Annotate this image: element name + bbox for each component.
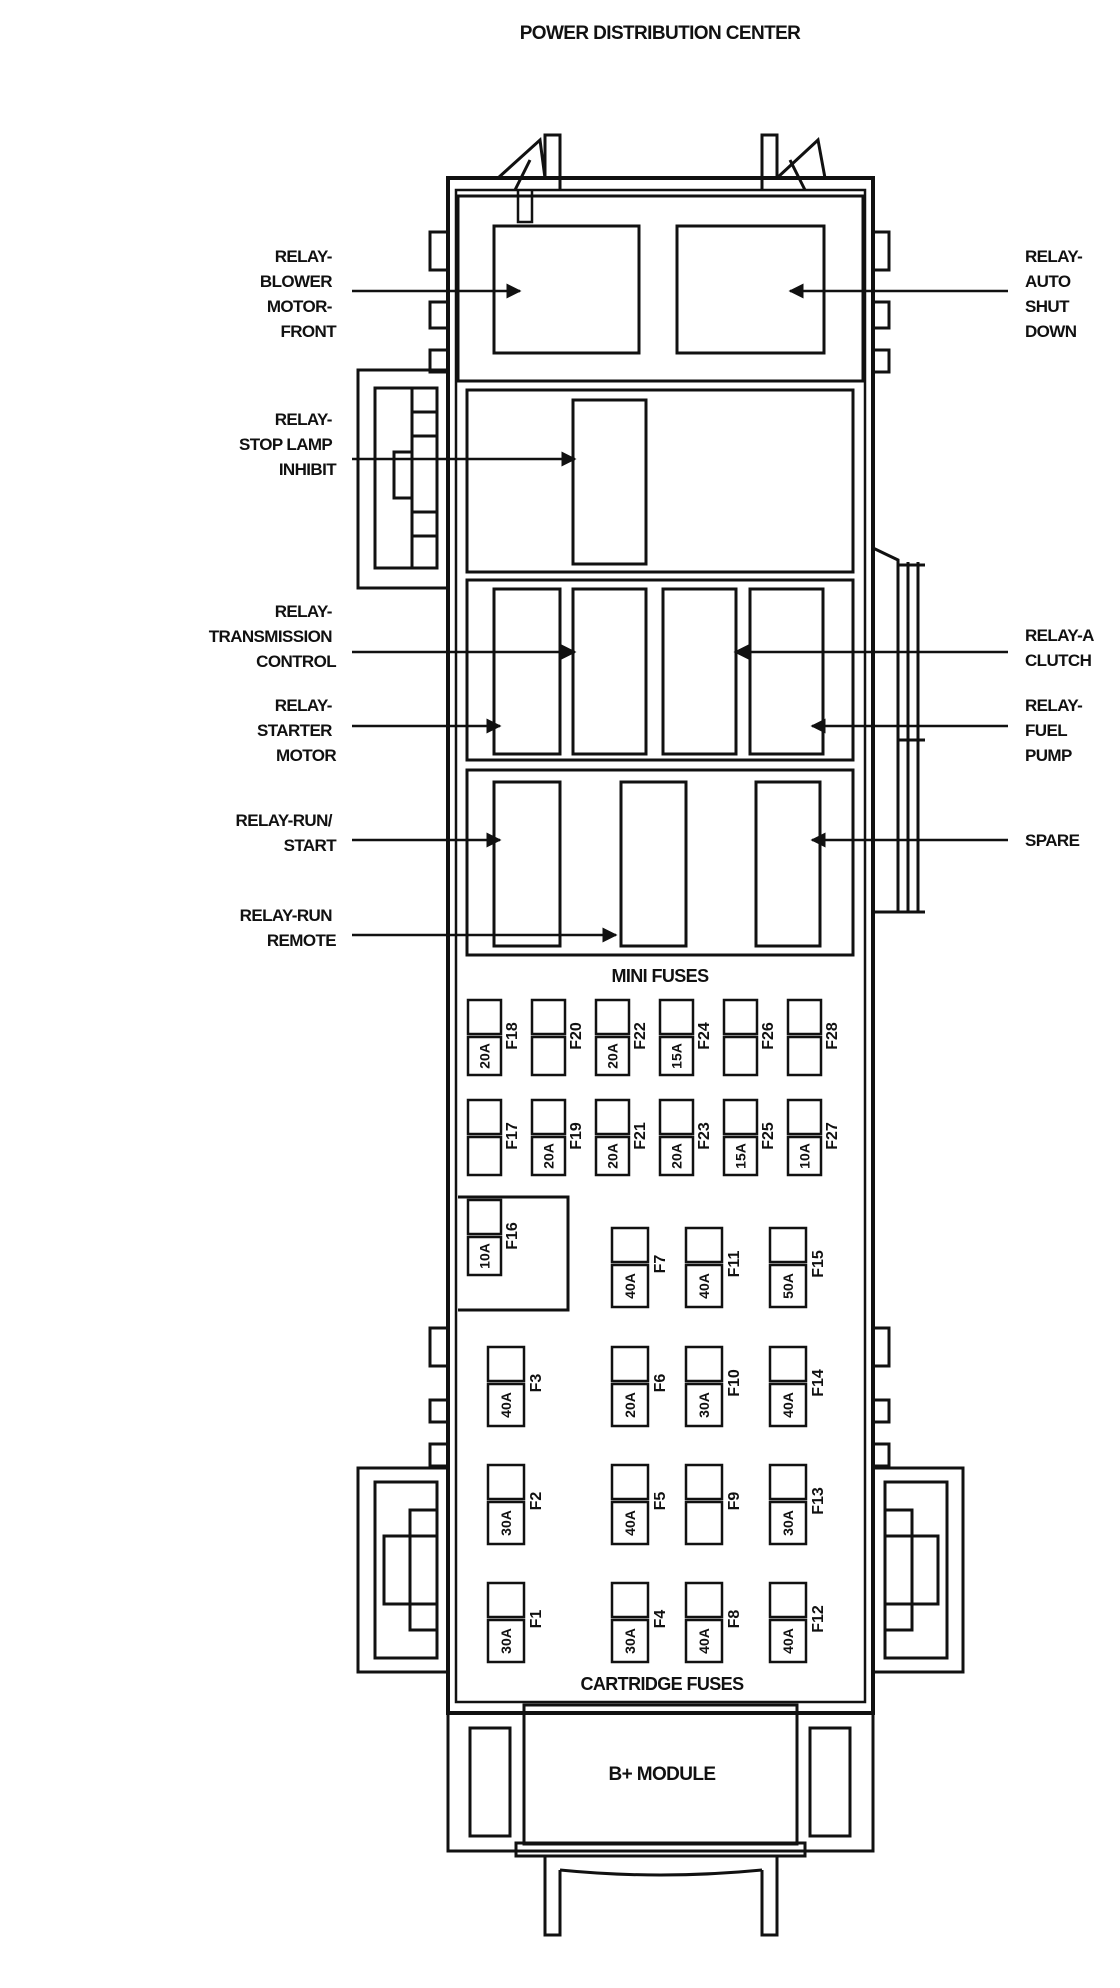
fuse-body	[612, 1228, 648, 1262]
fuse-amperage: 40A	[622, 1273, 638, 1299]
label-ac-clutch: RELAY-A CLUTCH	[1025, 626, 1094, 670]
relay-run-remote	[621, 782, 686, 946]
fuse-f22	[596, 1000, 649, 1075]
fuse-amperage: 40A	[696, 1628, 712, 1654]
fuse-f8	[686, 1583, 743, 1662]
fuse-id: F3	[528, 1373, 545, 1393]
fuse-body	[686, 1583, 722, 1617]
fuse-amperage: 20A	[476, 1043, 493, 1069]
page-title: POWER DISTRIBUTION CENTER	[519, 23, 801, 44]
fuse-body	[612, 1583, 648, 1617]
fuse-body	[596, 1100, 629, 1134]
fuse-id: F21	[632, 1122, 649, 1150]
fuse-f1	[488, 1583, 545, 1662]
relay-auto-shut-down	[677, 226, 824, 353]
fuse-body	[686, 1465, 722, 1499]
top-mounting-tabs	[498, 135, 825, 190]
fuse-f3	[488, 1347, 545, 1426]
fuse-amperage: 20A	[622, 1392, 638, 1418]
label-starter-motor: RELAY- STARTER MOTOR	[257, 696, 336, 765]
fuse-f12	[770, 1583, 827, 1662]
b-plus-module	[448, 1705, 873, 1935]
fuse-id: F13	[810, 1487, 827, 1515]
fuse-body	[770, 1347, 806, 1381]
fuse-f28	[788, 1000, 841, 1075]
fuse-f16	[468, 1200, 521, 1275]
fuse-f9	[686, 1465, 743, 1544]
fuse-body	[788, 1100, 821, 1134]
fuse-body	[686, 1228, 722, 1262]
fuse-body	[468, 1000, 501, 1034]
callout-arrows	[352, 291, 1008, 935]
fuse-amperage: 40A	[622, 1510, 638, 1536]
fuse-f27	[788, 1100, 841, 1175]
fuse-amperage: 40A	[498, 1392, 514, 1418]
fuse-id: F9	[726, 1491, 743, 1511]
fuse-body	[468, 1200, 501, 1234]
relay-transmission-control	[573, 589, 646, 754]
label-spare: SPARE	[1025, 831, 1080, 850]
fuse-body	[788, 1037, 821, 1075]
fuse-amperage: 30A	[780, 1510, 796, 1536]
fuse-body	[612, 1347, 648, 1381]
fuse-f4	[612, 1583, 669, 1662]
fuse-body	[770, 1228, 806, 1262]
fuse-f17	[468, 1100, 521, 1175]
fuse-body	[488, 1583, 524, 1617]
fuse-id: F15	[810, 1250, 827, 1278]
fuse-id: F11	[726, 1250, 743, 1278]
callout-labels	[209, 247, 1098, 950]
fuse-body	[724, 1037, 757, 1075]
fuse-body	[660, 1100, 693, 1134]
fuse-body	[788, 1000, 821, 1034]
fuse-amperage: 30A	[696, 1392, 712, 1418]
fuse-f13	[770, 1465, 827, 1544]
fuse-body	[488, 1347, 524, 1381]
fuse-f5	[612, 1465, 669, 1544]
fuse-id: F19	[568, 1122, 585, 1150]
label-run-remote: RELAY-RUN REMOTE	[239, 906, 336, 950]
fuse-amperage: 40A	[780, 1392, 796, 1418]
fuse-f10	[686, 1347, 743, 1426]
relay-starter-motor	[494, 589, 560, 754]
fuse-id: F18	[504, 1022, 521, 1050]
fuse-body	[532, 1037, 565, 1075]
cartridge-fuses-label: CARTRIDGE FUSES	[580, 1674, 744, 1694]
b-plus-module-label: B+ MODULE	[608, 1764, 716, 1785]
fuse-body	[488, 1465, 524, 1499]
fuse-f2	[488, 1465, 545, 1544]
fuse-id: F2	[528, 1491, 545, 1511]
fuse-amperage: 20A	[604, 1043, 621, 1069]
fuse-f24	[660, 1000, 713, 1075]
fuse-body	[770, 1583, 806, 1617]
fuse-body	[770, 1465, 806, 1499]
fuse-f15	[770, 1228, 827, 1307]
relay-blower-motor-front	[494, 226, 639, 353]
fuse-id: F26	[760, 1022, 777, 1050]
fuse-body	[686, 1347, 722, 1381]
label-blower-motor-front: RELAY- BLOWER MOTOR- FRONT	[259, 247, 336, 341]
fuse-id: F4	[652, 1609, 669, 1629]
fuse-body	[596, 1000, 629, 1034]
fuse-id: F14	[810, 1369, 827, 1397]
label-run-start: RELAY-RUN/ START	[235, 811, 336, 855]
fuse-body	[468, 1137, 501, 1175]
fuse-id: F25	[760, 1122, 777, 1150]
fuse-body	[468, 1100, 501, 1134]
label-transmission-control: RELAY- TRANSMISSION CONTROL	[208, 602, 336, 671]
left-connector-bracket	[358, 370, 448, 588]
fuse-amperage: 15A	[732, 1143, 749, 1169]
fuse-id: F10	[726, 1369, 743, 1397]
fuse-amperage: 20A	[604, 1143, 621, 1169]
fuse-amperage: 30A	[498, 1628, 514, 1654]
fuse-id: F8	[726, 1609, 743, 1629]
fuse-id: F5	[652, 1491, 669, 1511]
relay-run-start	[494, 782, 560, 946]
fuse-f11	[686, 1228, 743, 1307]
fuse-amperage: 40A	[696, 1273, 712, 1299]
fuse-f25	[724, 1100, 777, 1175]
fuse-body	[612, 1465, 648, 1499]
cartridge-fuse-layer	[488, 1228, 827, 1662]
fuse-f20	[532, 1000, 585, 1075]
relay-ac-clutch	[663, 589, 736, 754]
fuse-id: F24	[696, 1022, 713, 1050]
fuse-id: F28	[824, 1022, 841, 1050]
relay-grid	[494, 226, 824, 946]
fuse-body	[532, 1100, 565, 1134]
fuse-body	[724, 1100, 757, 1134]
mini-fuses-label: MINI FUSES	[611, 966, 709, 986]
fuse-amperage: 20A	[668, 1143, 685, 1169]
relay-fuel-pump	[750, 589, 823, 754]
relay-stop-lamp-inhibit	[573, 400, 646, 564]
fuse-amperage: 20A	[540, 1143, 557, 1169]
mini-fuse-layer	[468, 1000, 841, 1275]
fuse-body	[532, 1000, 565, 1034]
label-stop-lamp-inhibit: RELAY- STOP LAMP INHIBIT	[239, 410, 336, 479]
fuse-id: F1	[528, 1609, 545, 1629]
fuse-id: F7	[652, 1254, 669, 1274]
fuse-body	[660, 1000, 693, 1034]
fuse-body	[724, 1000, 757, 1034]
fuse-f7	[612, 1228, 669, 1307]
fuse-id: F27	[824, 1122, 841, 1150]
relay-spare	[756, 782, 820, 946]
fuse-id: F16	[504, 1222, 521, 1250]
fuse-f18	[468, 1000, 521, 1075]
label-fuel-pump: RELAY- FUEL PUMP	[1025, 696, 1083, 765]
fuse-amperage: 40A	[780, 1628, 796, 1654]
fuse-id: F23	[696, 1122, 713, 1150]
fuse-amperage: 15A	[668, 1043, 685, 1069]
fuse-f19	[532, 1100, 585, 1175]
fuse-f6	[612, 1347, 669, 1426]
fuse-f23	[660, 1100, 713, 1175]
fuse-id: F6	[652, 1373, 669, 1393]
fuse-f21	[596, 1100, 649, 1175]
fuse-id: F12	[810, 1605, 827, 1633]
fuse-amperage: 30A	[622, 1628, 638, 1654]
fuse-f26	[724, 1000, 777, 1075]
mini-fuse-area	[458, 1000, 841, 1310]
fuse-f14	[770, 1347, 827, 1426]
label-auto-shut-down: RELAY- AUTO SHUT DOWN	[1025, 247, 1083, 341]
fuse-amperage: 10A	[796, 1143, 813, 1169]
fuse-id: F17	[504, 1122, 521, 1150]
right-wire-harness	[873, 548, 925, 912]
fuse-body	[686, 1502, 722, 1544]
fuse-amperage: 30A	[498, 1510, 514, 1536]
fuse-id: F22	[632, 1022, 649, 1050]
fuse-id: F20	[568, 1022, 585, 1050]
fuse-amperage: 10A	[476, 1243, 493, 1269]
fuse-amperage: 50A	[780, 1273, 796, 1299]
